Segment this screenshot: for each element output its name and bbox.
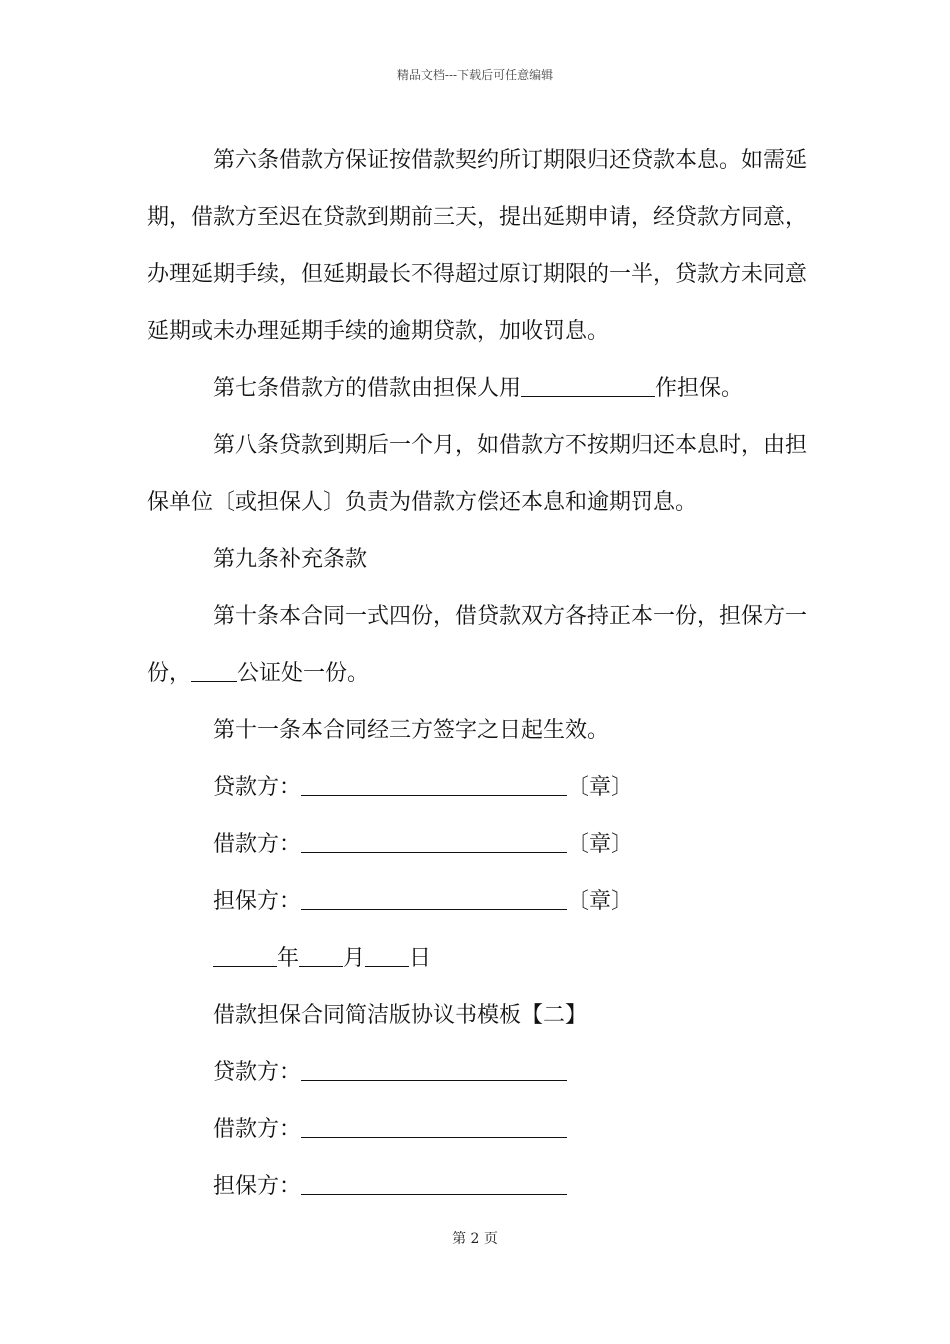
signature-label: 贷款方： xyxy=(213,775,302,800)
signature-line-guarantor xyxy=(147,873,807,930)
article-10-text-after: 公证处一份。 xyxy=(237,661,370,686)
article-6: 第六条借款方保证按借款契约所订期限归还贷款本息。如需延期，借款方至迟在贷款到期前三天，提出延期申请，经贷款方同意，办理延期手续，但延期最长不得超过原订期限的一半，贷款方未同意延期或未办理延期手续的逾期贷款，加收罚息。 xyxy=(147,148,808,344)
seal-mark: 〔章〕 xyxy=(567,832,634,857)
template-2-title: 借款担保合同简洁版协议书模板【二】 xyxy=(213,1003,588,1028)
date-line xyxy=(147,930,807,987)
day-blank xyxy=(365,944,409,967)
party-label: 担保方： xyxy=(213,1174,302,1199)
signature-blank xyxy=(301,887,567,910)
party-label: 借款方： xyxy=(213,1117,302,1142)
seal-mark: 〔章〕 xyxy=(567,889,634,914)
year-label: 年 xyxy=(277,946,300,971)
document-body xyxy=(147,132,807,1215)
party-label: 贷款方： xyxy=(213,1060,302,1085)
signature-blank xyxy=(301,773,567,796)
year-blank xyxy=(213,944,277,967)
seal-mark: 〔章〕 xyxy=(567,775,634,800)
page-header: 精品文档---下载后可任意编辑 xyxy=(396,68,554,82)
article-10-text-before: 第十条本合同一式四份，借贷款双方各持正本一份，担保方一份， xyxy=(147,604,808,686)
signature-line-borrower xyxy=(147,816,807,873)
party-line-lender xyxy=(147,1044,807,1101)
party-blank xyxy=(301,1172,567,1195)
month-label: 月 xyxy=(343,946,366,971)
signature-line-lender xyxy=(147,759,807,816)
month-blank xyxy=(299,944,343,967)
signature-label: 担保方： xyxy=(213,889,302,914)
article-10 xyxy=(147,588,807,702)
guarantee-blank xyxy=(521,374,655,397)
article-9: 第九条补充条款 xyxy=(213,547,368,572)
day-label: 日 xyxy=(409,946,432,971)
page-number: 第 2 页 xyxy=(452,1231,498,1247)
party-line-guarantor xyxy=(147,1158,807,1215)
article-8: 第八条贷款到期后一个月，如借款方不按期归还本息时，由担保单位〔或担保人〕负责为借款方偿还本息和逾期罚息。 xyxy=(147,433,808,515)
party-line-borrower xyxy=(147,1101,807,1158)
article-7 xyxy=(147,360,807,417)
signature-blank xyxy=(301,830,567,853)
article-7-text-after: 作担保。 xyxy=(655,376,744,401)
party-blank xyxy=(301,1115,567,1138)
article-7-text-before: 第七条借款方的借款由担保人用 xyxy=(213,376,522,401)
signature-label: 借款方： xyxy=(213,832,302,857)
notary-blank xyxy=(191,659,237,682)
party-blank xyxy=(301,1058,567,1081)
article-11: 第十一条本合同经三方签字之日起生效。 xyxy=(213,718,610,743)
